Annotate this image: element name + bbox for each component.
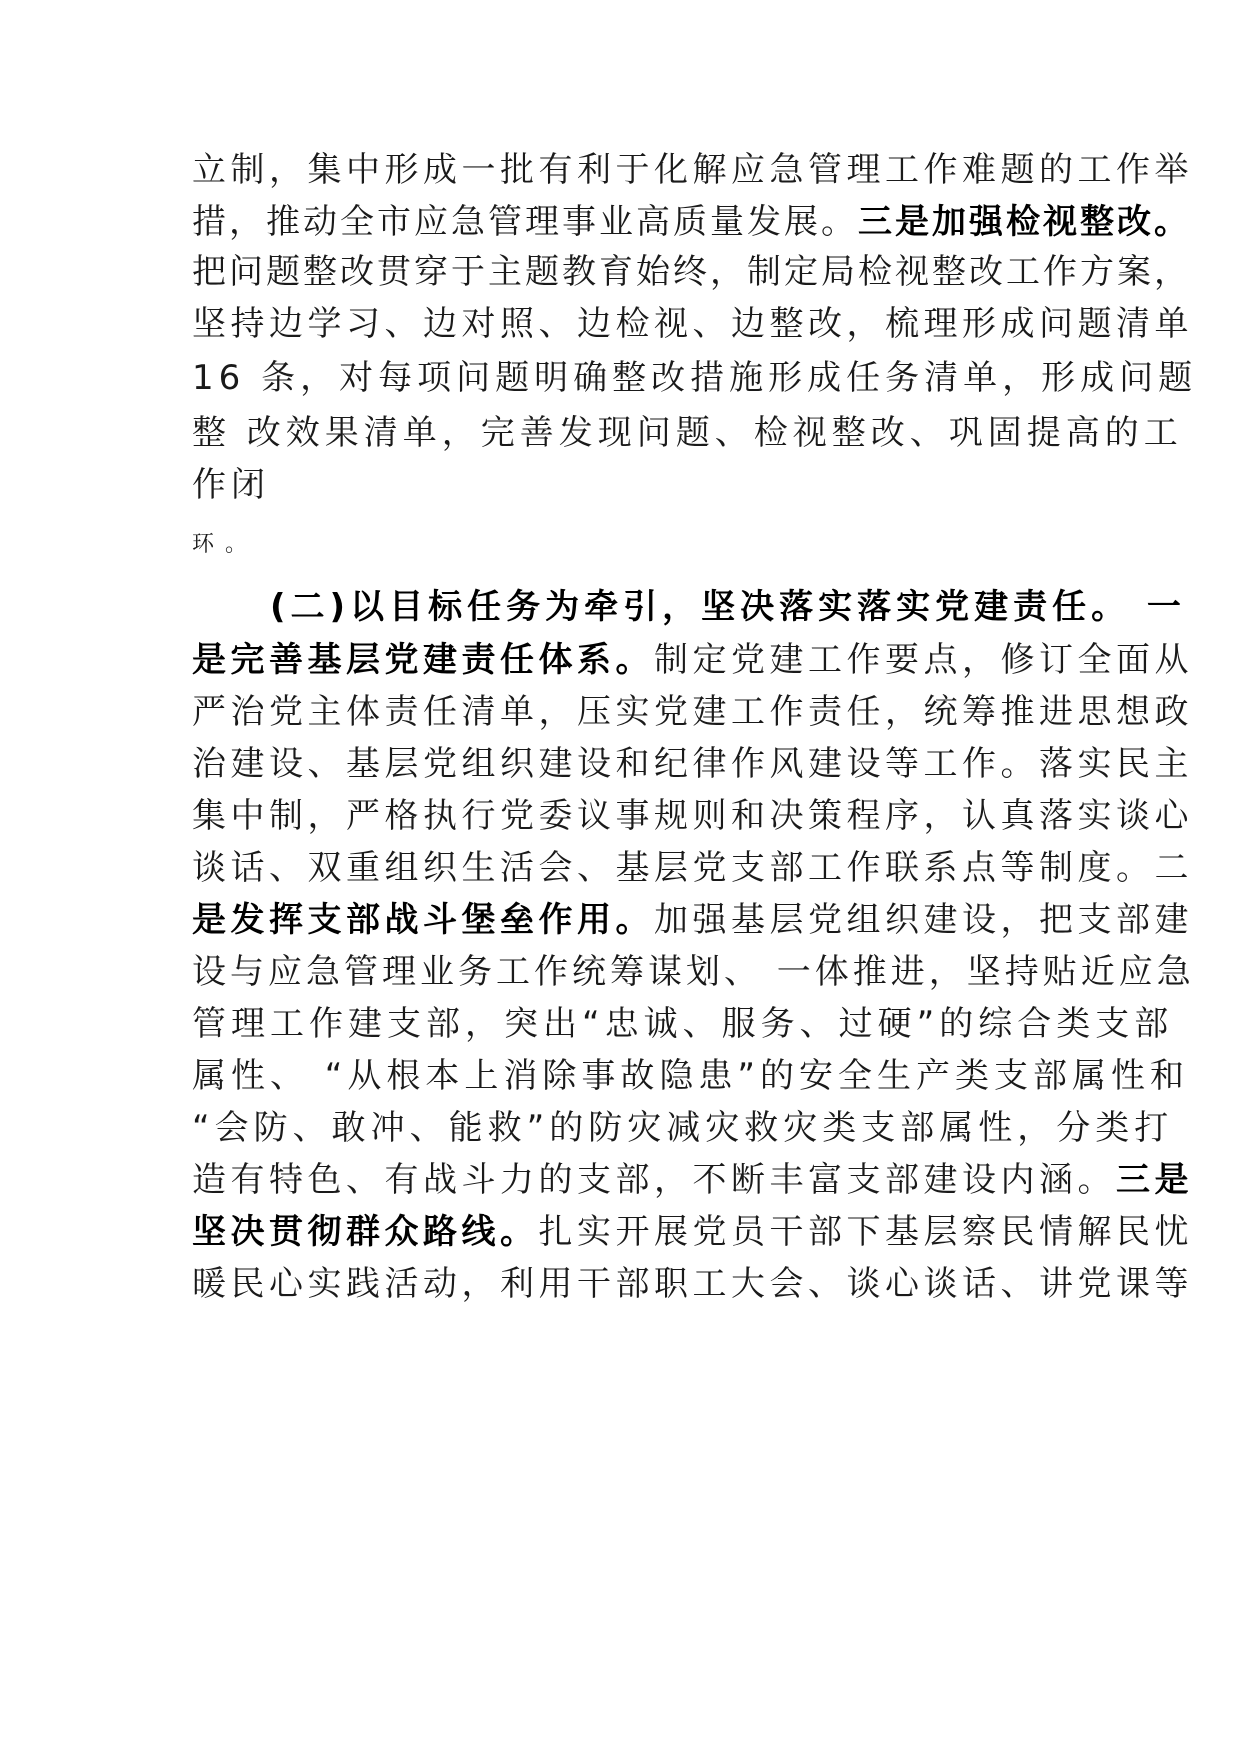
line-20-heading: 三是 [1116, 1160, 1193, 1200]
line-10-text: 制定党建工作要点，修订全面从 [654, 640, 1193, 680]
text-line-1 [192, 147, 1193, 193]
line-19-text: “会防、敢冲、能救”的防灾减灾救灾类支部属性，分类打 [192, 1108, 1174, 1148]
line-2-text: 措，推动全市应急管理事业高质量发展。 [192, 202, 858, 242]
line-16-text: 设与应急管理业务工作统筹谋划、 一体推进，坚持贴近应急 [192, 952, 1195, 992]
text-line-16 [192, 949, 1195, 995]
line-15-heading: 是发挥支部战斗堡垒作用。 [192, 900, 654, 940]
line-3-text: 把问题整改贯穿于主题教育始终，制定局检视整改工作方案， [192, 252, 1191, 292]
line-6-text: 整 改效果清单，完善发现问题、检视整改、巩固提高的工 [192, 413, 1183, 453]
line-15-text: 加强基层党组织建设，把支部建 [654, 900, 1193, 940]
text-line-11 [192, 689, 1193, 735]
text-line-3 [192, 249, 1191, 295]
text-line-6 [192, 410, 1183, 456]
text-line-20 [192, 1157, 1193, 1203]
line-17-text: 管理工作建支部，突出“忠诚、服务、过硬”的综合类支部 [192, 1004, 1174, 1044]
text-line-12 [192, 741, 1193, 787]
line-8-text: 环 。 [192, 532, 249, 557]
text-line-19 [192, 1105, 1173, 1151]
text-line-14 [192, 845, 1193, 891]
text-line-10 [192, 637, 1193, 683]
text-line-5 [192, 355, 1197, 401]
text-line-7 [192, 462, 270, 508]
line-22-text: 暖民心实践活动，利用干部职工大会、谈心谈话、讲党课等 [192, 1264, 1193, 1304]
line-11-text: 严治党主体责任清单，压实党建工作责任，统筹推进思想政 [192, 692, 1193, 732]
line-2-heading: 三是加强检视整改。 [858, 202, 1191, 242]
line-20-text: 造有特色、有战斗力的支部，不断丰富支部建设内涵。 [192, 1160, 1116, 1200]
text-line-18 [192, 1053, 1189, 1099]
line-1-text: 立制，集中形成一批有利于化解应急管理工作难题的工作举 [192, 150, 1193, 190]
line-5-text: 16 条，对每项问题明确整改措施形成任务清单，形成问题 [192, 358, 1198, 398]
line-13-text: 集中制，严格执行党委议事规则和决策程序，认真落实谈心 [192, 796, 1193, 836]
text-line-8 [192, 531, 249, 559]
text-line-21 [192, 1209, 1193, 1255]
line-21-text: 扎实开展党员干部下基层察民情解民忧 [538, 1212, 1193, 1252]
line-21-heading: 坚决贯彻群众路线。 [192, 1212, 539, 1252]
line-4-text: 坚持边学习、边对照、边检视、边整改，梳理形成问题清单 [192, 304, 1193, 344]
line-7-text: 作闭 [192, 465, 270, 505]
text-line-13 [192, 793, 1193, 839]
text-line-17 [192, 1001, 1173, 1047]
text-line-2 [192, 199, 1191, 245]
text-line-15 [192, 897, 1193, 943]
text-line-4 [192, 301, 1193, 347]
line-10-heading: 是完善基层党建责任体系。 [192, 640, 654, 680]
section-heading-2-text: (二)以目标任务为牵引，坚决落实落实党建责任。 一 [270, 587, 1186, 627]
section-heading-2 [270, 584, 1186, 630]
text-line-22 [192, 1261, 1193, 1307]
line-18-text: 属性、 “从根本上消除事故隐患”的安全生产类支部属性和 [192, 1056, 1190, 1096]
line-12-text: 治建设、基层党组织建设和纪律作风建设等工作。落实民主 [192, 744, 1193, 784]
line-14-text: 谈话、双重组织生活会、基层党支部工作联系点等制度。二 [192, 848, 1193, 888]
